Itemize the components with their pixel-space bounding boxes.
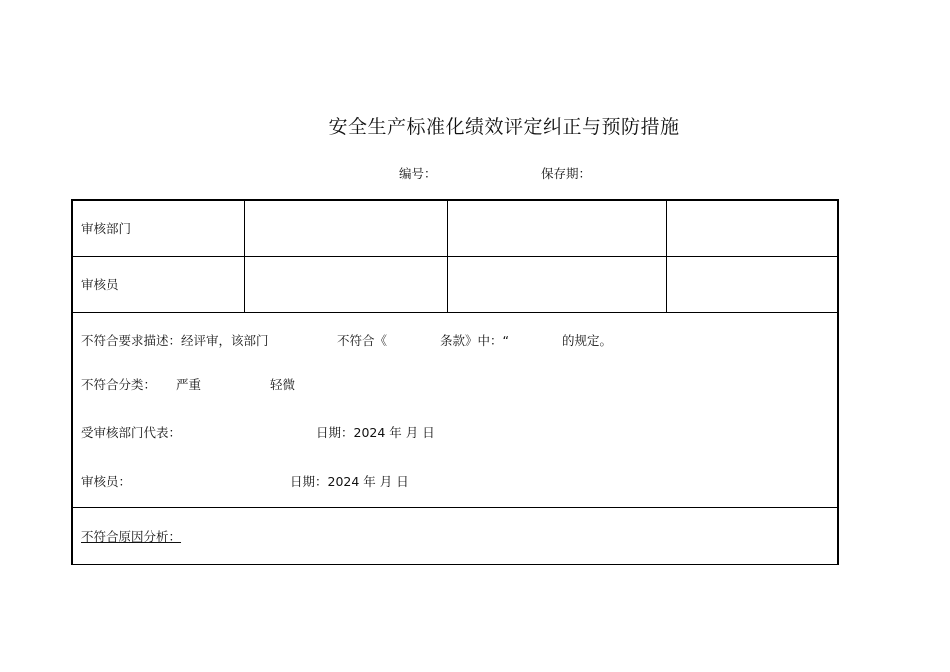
retention-label: 保存期： bbox=[541, 166, 592, 181]
nonconformity-desc-standard: 不符合《 bbox=[337, 333, 388, 348]
nonconformity-desc-label: 不符合要求描述：经评审，该部门 bbox=[81, 333, 269, 348]
auditor-signature-date: 日期：2024 年 月 日 bbox=[290, 474, 409, 489]
audit-department-label: 审核部门 bbox=[81, 221, 132, 236]
auditor-signature-label: 审核员： bbox=[81, 474, 132, 489]
auditor-cell-3[interactable] bbox=[667, 257, 836, 312]
table-row-divider bbox=[71, 312, 839, 313]
department-cell-3[interactable] bbox=[667, 201, 836, 256]
nonconformity-desc-end: 的规定。 bbox=[562, 333, 613, 348]
dept-representative-label: 受审核部门代表： bbox=[81, 425, 182, 440]
document-title: 安全生产标准化绩效评定纠正与预防措施 bbox=[328, 116, 680, 138]
cause-analysis-label: 不符合原因分析： bbox=[81, 529, 182, 544]
auditor-row-label: 审核员 bbox=[81, 277, 119, 292]
auditor-cell-1[interactable] bbox=[245, 257, 446, 312]
category-option-minor[interactable]: 轻微 bbox=[270, 377, 296, 392]
dept-representative-date: 日期：2024 年 月 日 bbox=[316, 425, 435, 440]
nonconformity-desc-clause: 条款》中：“ bbox=[440, 333, 509, 348]
number-label: 编号： bbox=[399, 166, 437, 181]
auditor-cell-2[interactable] bbox=[448, 257, 665, 312]
department-cell-2[interactable] bbox=[448, 201, 665, 256]
category-label: 不符合分类： bbox=[81, 377, 157, 392]
table-row-divider bbox=[71, 507, 839, 508]
category-option-serious[interactable]: 严重 bbox=[176, 377, 202, 392]
department-cell-1[interactable] bbox=[245, 201, 446, 256]
